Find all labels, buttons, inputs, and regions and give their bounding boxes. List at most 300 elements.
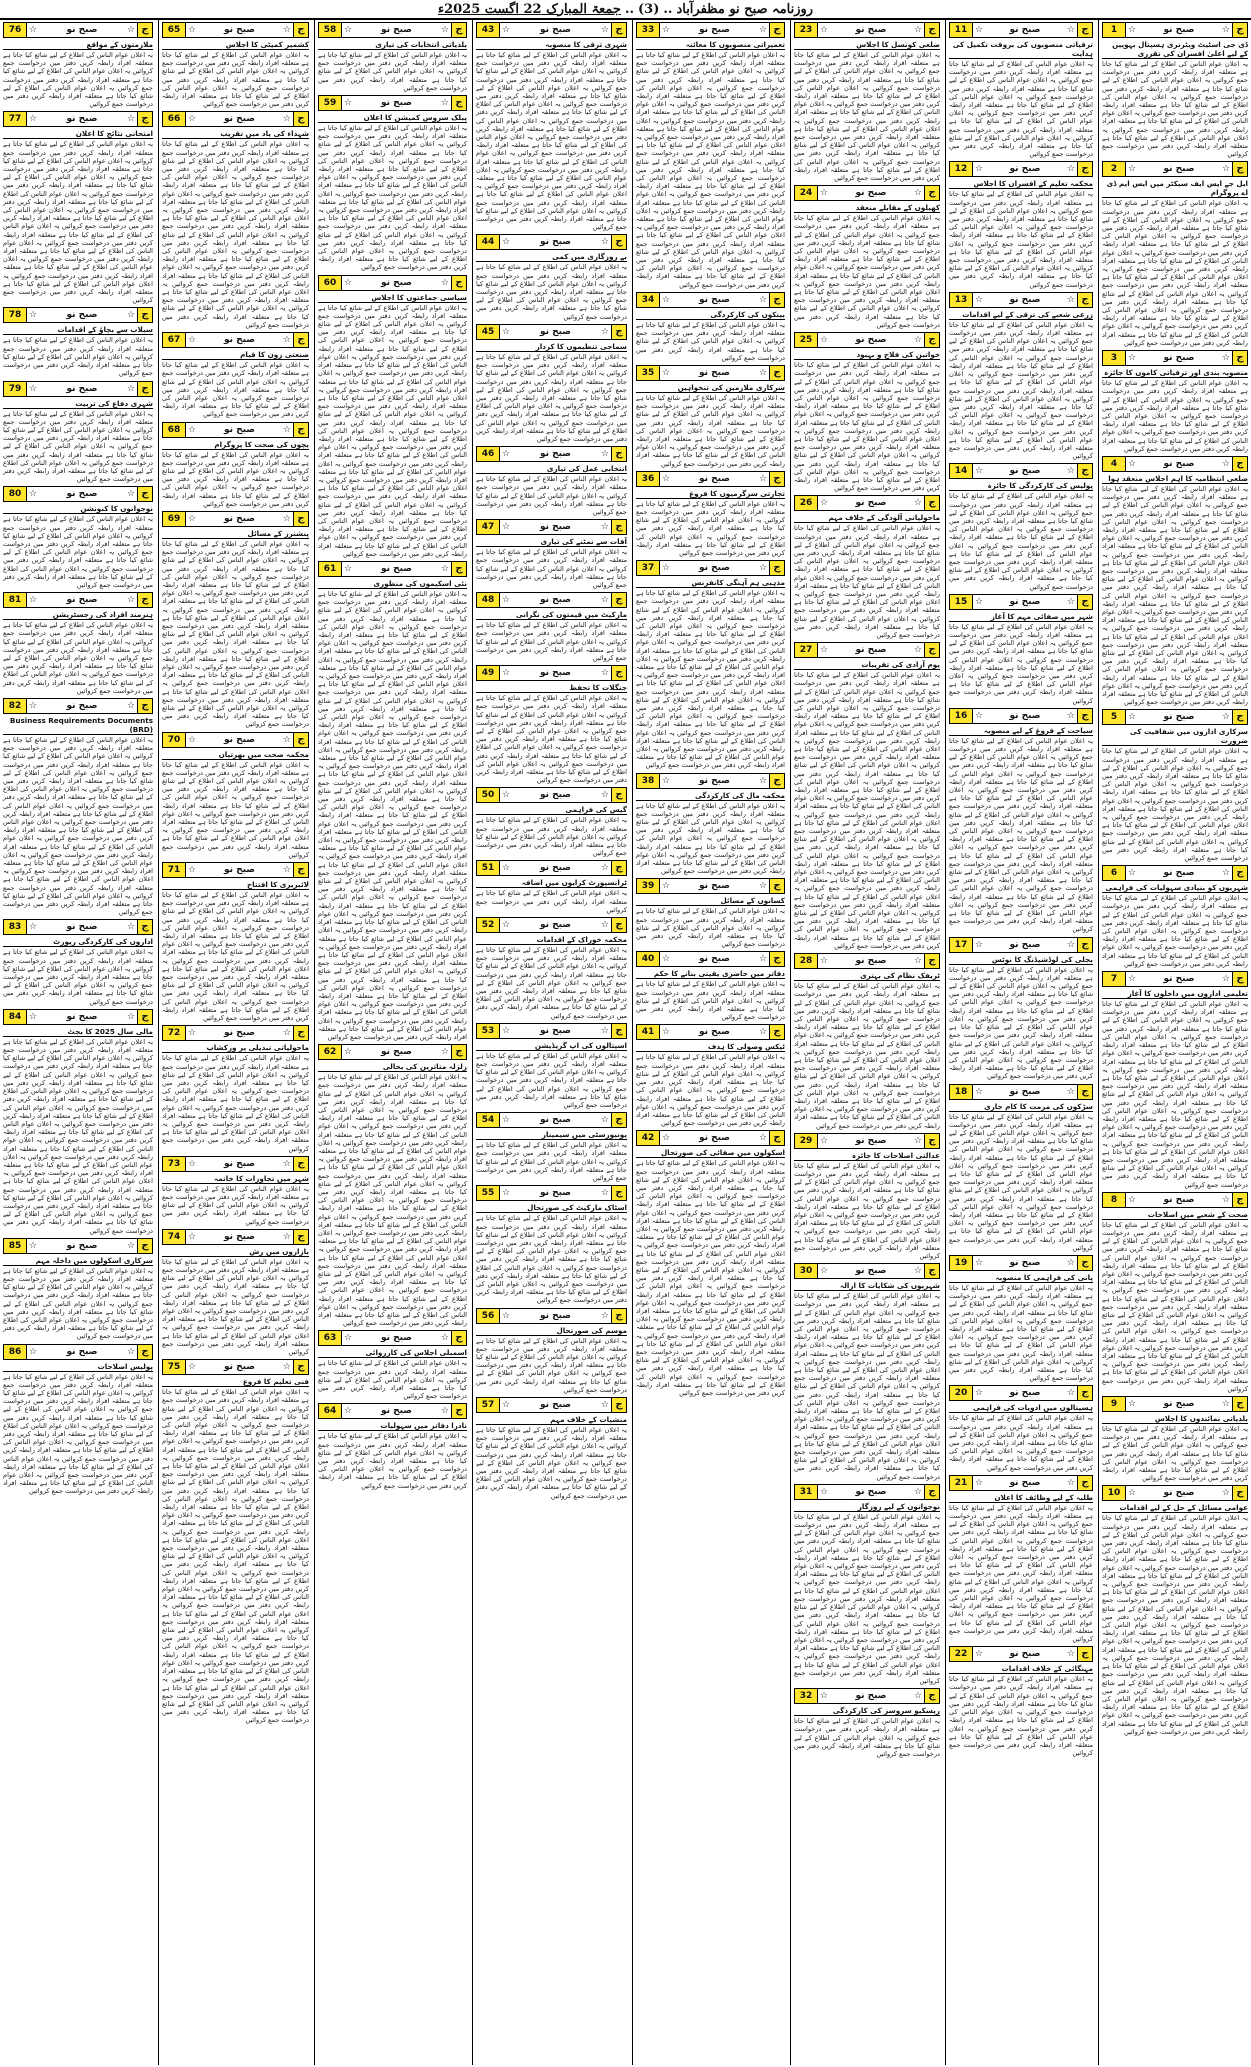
- notice-article: [318, 561, 467, 1041]
- notice-number: 43: [477, 23, 500, 37]
- notice-body: یہ اعلان عوام الناس کی اطلاع کے لیے شائع کیا جاتا ہے متعلقہ افراد رابطہ کریں دفتر میں درخواست جمع کروائیں یہ اعلان عوام الناس کی اطلاع کے لیے شائع کیا جاتا ہے متعلقہ افراد رابطہ کریں دفتر میں درخواست جمع کروائیں یہ اعلان عوام الناس کی اطلاع کے لیے شائع کیا جاتا ہے متعلقہ افراد رابطہ کریں دفتر میں درخواست جمع کروائیں یہ اعلان عوام الناس کی اطلاع کے لیے شائع کیا جاتا ہے متعلقہ افراد رابطہ کریں دفتر میں درخواست جمع کروائیں یہ اعلان عوام الناس کی اطلاع کے لیے شائع کیا جاتا ہے متعلقہ افراد رابطہ کریں دفتر میں درخواست جمع کروائیں یہ اعلان عوام الناس کی اطلاع کے لیے شائع کیا جاتا ہے متعلقہ افراد رابطہ کریں دفتر میں درخواست جمع کروائیں یہ اعلان عوام الناس کی اطلاع کے لیے شائع کیا جاتا ہے متعلقہ افراد رابطہ کریں دفتر میں درخواست جمع کروائیں یہ اعلان عوام الناس کی اطلاع کے لیے شائع کیا جاتا ہے متعلقہ افراد رابطہ کریں دفتر میں درخواست جمع کروائیں یہ اعلان عوام الناس کی اطلاع کے لیے شائع کیا جاتا ہے متعلقہ افراد رابطہ کریں دفتر میں درخواست جمع کروائیں یہ اعلان عوام الناس کی اطلاع کے لیے شائع کیا جاتا ہے متعلقہ افراد رابطہ کریں دفتر میں درخواست جمع کروائیں یہ اعلان عوام الناس کی اطلاع کے لیے شائع کیا جاتا ہے متعلقہ افراد رابطہ کریں دفتر میں درخواست جمع کروائیں یہ اعلان عوام الناس کی اطلاع کے لیے شائع کیا جاتا ہے متعلقہ افراد رابطہ کریں دفتر میں درخواست جمع کروائیں یہ اعلان عوام الناس کی اطلاع کے لیے شائع کیا جاتا ہے متعلقہ افراد رابطہ کریں دفتر میں درخواست جمع کروائیں یہ اعلان عوام الناس کی اطلاع کے لیے شائع کیا جاتا ہے متعلقہ افراد رابطہ کریں دفتر میں درخواست جمع کروائیں: [318, 1073, 467, 1328]
- notice-headline: پولیس اصلاحات: [3, 1362, 153, 1372]
- star-icon: ☆: [282, 865, 291, 876]
- notice-banner: [636, 773, 785, 789]
- banner-label: صبح نو: [66, 489, 98, 500]
- notice-headline: تعلیمی اداروں میں داخلوں کا آغاز: [1102, 989, 1248, 999]
- notice-banner: [162, 332, 309, 348]
- star-icon: ☆: [502, 668, 511, 679]
- star-icon: ☆: [502, 1115, 511, 1126]
- notice-number: 40: [637, 952, 660, 966]
- page-column: [158, 20, 312, 2065]
- banner-tag: ج: [293, 1157, 308, 1171]
- notice-headline: طلبہ کے لیے وظائف کا اعلان: [949, 1493, 1093, 1503]
- notice-body: یہ اعلان عوام الناس کی اطلاع کے لیے شائع کیا جاتا ہے متعلقہ افراد رابطہ کریں دفتر میں درخواست جمع کروائیں یہ اعلان عوام الناس کی اطلاع کے لیے شائع کیا جاتا ہے متعلقہ افراد رابطہ کریں دفتر میں درخواست جمع کروائیں یہ اعلان عوام الناس کی اطلاع کے لیے شائع کیا جاتا ہے متعلقہ افراد رابطہ کریں دفتر میں درخواست جمع کروائیں یہ اعلان عوام الناس کی اطلاع کے لیے شائع کیا جاتا ہے متعلقہ افراد رابطہ کریں دفتر میں درخواست جمع کروائیں یہ اعلان عوام الناس کی اطلاع کے لیے شائع کیا جاتا ہے متعلقہ افراد رابطہ کریں دفتر میں درخواست جمع کروائیں: [476, 694, 627, 785]
- page-column: [314, 20, 470, 2065]
- banner-label: صبح نو: [1009, 164, 1041, 175]
- notice-number: 42: [637, 1131, 660, 1145]
- star-icon: ☆: [1066, 466, 1075, 477]
- banner-label: صبح نو: [855, 25, 887, 35]
- banner-label: صبح نو: [380, 25, 412, 35]
- notice-number: 5: [1103, 710, 1126, 724]
- notice-body: یہ اعلان عوام الناس کی اطلاع کے لیے شائع کیا جاتا ہے متعلقہ افراد رابطہ کریں دفتر میں درخواست جمع کروائیں یہ اعلان عوام الناس کی اطلاع کے لیے شائع کیا جاتا ہے متعلقہ افراد رابطہ کریں دفتر میں درخواست جمع کروائیں یہ اعلان عوام الناس کی اطلاع کے لیے شائع کیا جاتا ہے متعلقہ افراد رابطہ کریں دفتر میں درخواست جمع کروائیں یہ اعلان عوام الناس کی اطلاع کے لیے شائع کیا جاتا ہے متعلقہ افراد رابطہ کریں دفتر میں درخواست جمع کروائیں یہ اعلان عوام الناس کی اطلاع کے لیے شائع کیا جاتا ہے متعلقہ افراد رابطہ کریں دفتر میں درخواست جمع کروائیں یہ اعلان عوام الناس کی اطلاع کے لیے شائع کیا جاتا ہے متعلقہ افراد رابطہ کریں دفتر میں درخواست جمع کروائیں یہ اعلان عوام الناس کی اطلاع کے لیے شائع کیا جاتا ہے متعلقہ افراد رابطہ کریں دفتر میں درخواست جمع کروائیں یہ اعلان عوام الناس کی اطلاع کے لیے شائع کیا جاتا ہے متعلقہ افراد رابطہ کریں دفتر میں درخواست جمع کروائیں یہ اعلان عوام الناس کی اطلاع کے لیے شائع کیا جاتا ہے متعلقہ افراد رابطہ کریں دفتر میں درخواست جمع کروائیں: [3, 140, 153, 305]
- notice-number: 35: [637, 366, 660, 380]
- notice-article: [636, 878, 785, 948]
- banner-label: صبح نو: [855, 498, 887, 509]
- banner-tag: ج: [1077, 1085, 1092, 1099]
- star-icon: ☆: [975, 1649, 984, 1660]
- page-column: [790, 20, 943, 2065]
- banner-label: صبح نو: [380, 98, 412, 109]
- banner-label: صبح نو: [1009, 1649, 1041, 1660]
- notice-headline: محکمہ تعلیم کے افسران کا اجلاس: [949, 179, 1093, 189]
- notice-headline: مالی سال 2025 کا بجٹ: [3, 1027, 153, 1037]
- notice-headline: اسٹاک مارکیٹ کی صورتحال: [476, 1203, 627, 1213]
- masthead-separator: ..: [663, 1, 673, 17]
- banner-label: صبح نو: [1163, 25, 1195, 35]
- star-icon: ☆: [975, 164, 984, 175]
- notice-article: [949, 937, 1093, 1081]
- star-icon: ☆: [1128, 458, 1137, 469]
- notice-article: [162, 22, 309, 108]
- notice-headline: بلدیاتی نمائندوں کا اجلاس: [1102, 1414, 1248, 1424]
- notice-body: یہ اعلان عوام الناس کی اطلاع کے لیے شائع کیا جاتا ہے متعلقہ افراد رابطہ کریں دفتر میں درخواست جمع کروائیں یہ اعلان عوام الناس کی اطلاع کے لیے شائع کیا جاتا ہے متعلقہ افراد رابطہ کریں دفتر میں درخواست جمع کروائیں یہ اعلان عوام الناس کی اطلاع کے لیے شائع کیا جاتا ہے متعلقہ افراد رابطہ کریں دفتر میں درخواست جمع کروائیں یہ اعلان عوام الناس کی اطلاع کے لیے شائع کیا جاتا ہے متعلقہ افراد رابطہ کریں دفتر میں درخواست جمع کروائیں یہ اعلان عوام الناس کی اطلاع کے لیے شائع کیا جاتا ہے متعلقہ افراد رابطہ کریں دفتر میں درخواست جمع کروائیں یہ اعلان عوام الناس کی اطلاع کے لیے شائع کیا جاتا ہے متعلقہ افراد رابطہ کریں دفتر میں درخواست جمع کروائیں یہ اعلان عوام الناس کی اطلاع کے لیے شائع کیا جاتا ہے متعلقہ افراد رابطہ کریں دفتر میں درخواست جمع کروائیں یہ اعلان عوام الناس کی اطلاع کے لیے شائع کیا جاتا ہے متعلقہ افراد رابطہ کریں دفتر میں درخواست جمع کروائیں یہ اعلان عوام الناس کی اطلاع کے لیے شائع کیا جاتا ہے متعلقہ افراد رابطہ کریں دفتر میں درخواست جمع کروائیں یہ اعلان عوام الناس کی اطلاع کے لیے شائع کیا جاتا ہے متعلقہ افراد رابطہ کریں دفتر میں درخواست جمع کروائیں: [636, 589, 785, 770]
- notice-article: [318, 95, 467, 272]
- notice-body: یہ اعلان عوام الناس کی اطلاع کے لیے شائع کیا جاتا ہے متعلقہ افراد رابطہ کریں دفتر میں درخواست جمع کروائیں یہ اعلان عوام الناس کی اطلاع کے لیے شائع کیا جاتا ہے متعلقہ افراد رابطہ کریں دفتر میں درخواست جمع کروائیں یہ اعلان عوام الناس کی اطلاع کے لیے شائع کیا جاتا ہے متعلقہ افراد رابطہ کریں دفتر میں درخواست جمع کروائیں یہ اعلان عوام الناس کی اطلاع کے لیے شائع کیا جاتا ہے متعلقہ افراد رابطہ کریں دفتر میں درخواست جمع کروائیں یہ اعلان عوام الناس کی اطلاع کے لیے شائع کیا جاتا ہے متعلقہ افراد رابطہ کریں دفتر میں درخواست جمع کروائیں یہ اعلان عوام الناس کی اطلاع کے لیے شائع کیا جاتا ہے متعلقہ افراد رابطہ کریں دفتر میں درخواست جمع کروائیں یہ اعلان عوام الناس کی اطلاع کے لیے شائع کیا جاتا ہے متعلقہ افراد رابطہ کریں دفتر میں درخواست جمع کروائیں یہ اعلان عوام الناس کی اطلاع کے لیے شائع کیا جاتا ہے متعلقہ افراد رابطہ کریں دفتر میں درخواست جمع کروائیں یہ اعلان عوام الناس کی اطلاع کے لیے شائع کیا جاتا ہے متعلقہ افراد رابطہ کریں دفتر میں درخواست جمع کروائیں یہ اعلان عوام الناس کی اطلاع کے لیے شائع کیا جاتا ہے متعلقہ افراد رابطہ کریں دفتر میں درخواست جمع کروائیں: [3, 735, 153, 917]
- notice-number: 63: [319, 1331, 342, 1345]
- star-icon: ☆: [600, 863, 609, 874]
- notice-body: یہ اعلان عوام الناس کی اطلاع کے لیے شائع کیا جاتا ہے متعلقہ افراد رابطہ کریں دفتر میں درخواست جمع کروائیں یہ اعلان عوام الناس کی اطلاع کے لیے شائع کیا جاتا ہے متعلقہ افراد رابطہ کریں دفتر میں درخواست جمع کروائیں یہ اعلان عوام الناس کی اطلاع کے لیے شائع کیا جاتا ہے متعلقہ افراد رابطہ کریں دفتر میں درخواست جمع کروائیں یہ اعلان عوام الناس کی اطلاع کے لیے شائع کیا جاتا ہے متعلقہ افراد رابطہ کریں دفتر میں درخواست جمع کروائیں یہ اعلان عوام الناس کی اطلاع کے لیے شائع کیا جاتا ہے متعلقہ افراد رابطہ کریں دفتر میں درخواست جمع کروائیں یہ اعلان عوام الناس کی اطلاع کے لیے شائع کیا جاتا ہے متعلقہ افراد رابطہ کریں دفتر میں درخواست جمع کروائیں: [1102, 747, 1248, 863]
- notice-number: 70: [163, 733, 186, 747]
- star-icon: ☆: [758, 294, 767, 305]
- notice-number: 61: [319, 562, 342, 576]
- banner-tag: ج: [924, 1485, 939, 1499]
- notice-article: [476, 1023, 627, 1109]
- notice-number: 27: [795, 643, 818, 657]
- banner-label: صبح نو: [66, 25, 98, 35]
- banner-label: صبح نو: [66, 700, 98, 711]
- notice-article: [476, 1112, 627, 1182]
- notice-article: [162, 332, 309, 418]
- star-icon: ☆: [1221, 164, 1230, 175]
- notice-headline: منشیات کے خلاف مہم: [476, 1415, 627, 1425]
- banner-label: صبح نو: [1163, 1194, 1195, 1205]
- notice-banner: [949, 594, 1093, 610]
- banner-tag: ج: [1232, 972, 1247, 986]
- notice-body: یہ اعلان عوام الناس کی اطلاع کے لیے شائع کیا جاتا ہے متعلقہ افراد رابطہ کریں دفتر میں درخواست جمع کروائیں: [476, 889, 627, 914]
- banner-tag: ج: [293, 423, 308, 437]
- notice-article: [3, 1009, 153, 1235]
- notice-body: یہ اعلان عوام الناس کی اطلاع کے لیے شائع کیا جاتا ہے متعلقہ افراد رابطہ کریں دفتر میں درخواست جمع کروائیں یہ اعلان عوام الناس کی اطلاع کے لیے شائع کیا جاتا ہے متعلقہ افراد رابطہ کریں دفتر میں درخواست جمع کروائیں یہ اعلان عوام الناس کی اطلاع کے لیے شائع کیا جاتا ہے متعلقہ افراد رابطہ کریں دفتر میں درخواست جمع کروائیں یہ اعلان عوام الناس کی اطلاع کے لیے شائع کیا جاتا ہے متعلقہ افراد رابطہ کریں دفتر میں درخواست جمع کروائیں: [636, 393, 785, 468]
- notice-body: یہ اعلان عوام الناس کی اطلاع کے لیے شائع کیا جاتا ہے متعلقہ افراد رابطہ کریں دفتر میں درخواست جمع کروائیں یہ اعلان عوام الناس کی اطلاع کے لیے شائع کیا جاتا ہے متعلقہ افراد رابطہ کریں دفتر میں درخواست جمع کروائیں یہ اعلان عوام الناس کی اطلاع کے لیے شائع کیا جاتا ہے متعلقہ افراد رابطہ کریں دفتر میں درخواست جمع کروائیں یہ اعلان عوام الناس کی اطلاع کے لیے شائع کیا جاتا ہے متعلقہ افراد رابطہ کریں دفتر میں درخواست جمع کروائیں: [949, 1675, 1093, 1758]
- notice-banner: [162, 1359, 309, 1375]
- notice-article: [476, 324, 627, 443]
- notice-number: 45: [477, 325, 500, 339]
- banner-tag: ج: [293, 112, 308, 126]
- star-icon: ☆: [975, 596, 984, 607]
- notice-banner: [794, 953, 940, 969]
- notice-article: [476, 1185, 627, 1304]
- banner-label: صبح نو: [380, 563, 412, 574]
- notice-banner: [162, 732, 309, 748]
- banner-label: صبح نو: [66, 1346, 98, 1357]
- notice-number: 12: [950, 162, 973, 176]
- notice-number: 4: [1103, 457, 1126, 471]
- notice-body: یہ اعلان عوام الناس کی اطلاع کے لیے شائع کیا جاتا ہے متعلقہ افراد رابطہ کریں دفتر میں درخواست جمع کروائیں یہ اعلان عوام الناس کی اطلاع کے لیے شائع کیا جاتا ہے متعلقہ افراد رابطہ کریں دفتر میں درخواست جمع کروائیں یہ اعلان عوام الناس کی اطلاع کے لیے شائع کیا جاتا ہے متعلقہ افراد رابطہ کریں دفتر میں درخواست جمع کروائیں: [162, 450, 309, 508]
- banner-label: صبح نو: [66, 114, 98, 125]
- star-icon: ☆: [975, 1257, 984, 1268]
- banner-tag: ج: [611, 235, 626, 249]
- banner-tag: ج: [137, 1010, 152, 1024]
- star-icon: ☆: [1066, 1649, 1075, 1660]
- notice-number: 25: [795, 333, 818, 347]
- banner-label: صبح نو: [223, 25, 255, 35]
- notice-banner: [1102, 22, 1248, 38]
- notice-body: یہ اعلان عوام الناس کی اطلاع کے لیے شائع کیا جاتا ہے متعلقہ افراد رابطہ کریں دفتر میں درخواست جمع کروائیں یہ اعلان عوام الناس کی اطلاع کے لیے شائع کیا جاتا ہے متعلقہ افراد رابطہ کریں دفتر میں درخواست جمع کروائیں: [636, 320, 785, 362]
- star-icon: ☆: [29, 1346, 38, 1357]
- banner-label: صبح نو: [855, 1691, 887, 1702]
- notice-banner: [794, 495, 940, 511]
- notice-headline: زرعی شعبے کی ترقی کے لیے اقدامات: [949, 310, 1093, 320]
- star-icon: ☆: [1128, 974, 1137, 985]
- notice-banner: [318, 561, 467, 577]
- banner-tag: ج: [1232, 23, 1247, 37]
- banner-tag: ج: [137, 1239, 152, 1253]
- star-icon: ☆: [758, 473, 767, 484]
- notice-article: [3, 1238, 153, 1341]
- notice-number: 34: [637, 293, 660, 307]
- star-icon: ☆: [1066, 1388, 1075, 1399]
- star-icon: ☆: [29, 310, 38, 321]
- notice-headline: عوامی مسائل کے حل کے لیے اقدامات: [1102, 1503, 1248, 1513]
- star-icon: ☆: [282, 25, 291, 35]
- notice-article: [636, 773, 785, 876]
- notice-article: [1102, 161, 1248, 347]
- banner-label: صبح نو: [539, 790, 571, 801]
- notice-banner: [636, 951, 785, 967]
- banner-label: صبح نو: [855, 1266, 887, 1277]
- star-icon: ☆: [502, 863, 511, 874]
- notice-headline: محکمہ مال کی کارکردگی: [636, 791, 785, 801]
- notice-number: 41: [637, 1025, 660, 1039]
- notice-number: 1: [1103, 23, 1126, 37]
- notice-body: یہ اعلان عوام الناس کی اطلاع کے لیے شائع کیا جاتا ہے متعلقہ افراد رابطہ کریں دفتر میں درخواست جمع کروائیں یہ اعلان عوام الناس کی اطلاع کے لیے شائع کیا جاتا ہے متعلقہ افراد رابطہ کریں دفتر میں درخواست جمع کروائیں یہ اعلان عوام الناس کی اطلاع کے لیے شائع کیا جاتا ہے متعلقہ افراد رابطہ کریں دفتر میں درخواست جمع کروائیں یہ اعلان عوام الناس کی اطلاع کے لیے شائع کیا جاتا ہے متعلقہ افراد رابطہ کریں دفتر میں درخواست جمع کروائیں یہ اعلان عوام الناس کی اطلاع کے لیے شائع کیا جاتا ہے متعلقہ افراد رابطہ کریں دفتر میں درخواست جمع کروائیں یہ اعلان عوام الناس کی اطلاع کے لیے شائع کیا جاتا ہے متعلقہ افراد رابطہ کریں دفتر میں درخواست جمع کروائیں یہ اعلان عوام الناس کی اطلاع کے لیے شائع کیا جاتا ہے متعلقہ افراد رابطہ کریں دفتر میں درخواست جمع کروائیں: [949, 1503, 1093, 1644]
- notice-number: 7: [1103, 972, 1126, 986]
- banner-label: صبح نو: [1009, 1086, 1041, 1097]
- star-icon: ☆: [600, 1188, 609, 1199]
- banner-label: صبح نو: [698, 1027, 730, 1038]
- notice-body: یہ اعلان عوام الناس کی اطلاع کے لیے شائع کیا جاتا ہے متعلقہ افراد رابطہ کریں دفتر میں درخواست جمع کروائیں یہ اعلان عوام الناس کی اطلاع کے لیے شائع کیا جاتا ہے متعلقہ افراد رابطہ کریں دفتر میں درخواست جمع کروائیں یہ اعلان عوام الناس کی اطلاع کے لیے شائع کیا جاتا ہے متعلقہ افراد رابطہ کریں دفتر میں درخواست جمع کروائیں یہ اعلان عوام الناس کی اطلاع کے لیے شائع کیا جاتا ہے متعلقہ افراد رابطہ کریں دفتر میں درخواست جمع کروائیں یہ اعلان عوام الناس کی اطلاع کے لیے شائع کیا جاتا ہے متعلقہ افراد رابطہ کریں دفتر میں درخواست جمع کروائیں یہ اعلان عوام الناس کی اطلاع کے لیے شائع کیا جاتا ہے متعلقہ افراد رابطہ کریں دفتر میں درخواست جمع کروائیں یہ اعلان عوام الناس کی اطلاع کے لیے شائع کیا جاتا ہے متعلقہ افراد رابطہ کریں دفتر میں درخواست جمع کروائیں یہ اعلان عوام الناس کی اطلاع کے لیے شائع کیا جاتا ہے متعلقہ افراد رابطہ کریں دفتر میں درخواست جمع کروائیں: [1102, 199, 1248, 347]
- banner-tag: ج: [769, 23, 784, 37]
- newspaper-title: روزنامہ صبح نو مظفرآباد: [676, 1, 814, 17]
- banner-tag: ج: [611, 861, 626, 875]
- notice-article: [949, 161, 1093, 288]
- star-icon: ☆: [1221, 353, 1230, 364]
- notice-body: یہ اعلان عوام الناس کی اطلاع کے لیے شائع کیا جاتا ہے متعلقہ افراد رابطہ کریں دفتر میں درخواست جمع کروائیں یہ اعلان عوام الناس کی اطلاع کے لیے شائع کیا جاتا ہے متعلقہ افراد رابطہ کریں دفتر میں درخواست جمع کروائیں یہ اعلان عوام الناس کی اطلاع کے لیے شائع کیا جاتا ہے متعلقہ افراد رابطہ کریں دفتر میں درخواست جمع کروائیں یہ اعلان عوام الناس کی اطلاع کے لیے شائع کیا جاتا ہے متعلقہ افراد رابطہ کریں دفتر میں درخواست جمع کروائیں یہ اعلان عوام الناس کی اطلاع کے لیے شائع کیا جاتا ہے متعلقہ افراد رابطہ کریں دفتر میں درخواست جمع کروائیں یہ اعلان عوام الناس کی اطلاع کے لیے شائع کیا جاتا ہے متعلقہ افراد رابطہ کریں دفتر میں درخواست جمع کروائیں یہ اعلان عوام الناس کی اطلاع کے لیے شائع کیا جاتا ہے متعلقہ افراد رابطہ کریں دفتر میں درخواست جمع کروائیں یہ اعلان عوام الناس کی اطلاع کے لیے شائع کیا جاتا ہے متعلقہ افراد رابطہ کریں دفتر میں درخواست جمع کروائیں یہ اعلان عوام الناس کی اطلاع کے لیے شائع کیا جاتا ہے متعلقہ افراد رابطہ کریں دفتر میں درخواست جمع کروائیں یہ اعلان عوام الناس کی اطلاع کے لیے شائع کیا جاتا ہے متعلقہ افراد رابطہ کریں دفتر میں درخواست جمع کروائیں یہ اعلان عوام الناس کی اطلاع کے لیے شائع کیا جاتا ہے متعلقہ افراد رابطہ کریں دفتر میں درخواست جمع کروائیں یہ اعلان عوام الناس کی اطلاع کے لیے شائع کیا جاتا ہے متعلقہ افراد رابطہ کریں دفتر میں درخواست جمع کروائیں یہ اعلان عوام الناس کی اطلاع کے لیے شائع کیا جاتا ہے متعلقہ افراد رابطہ کریں دفتر میں درخواست جمع کروائیں یہ اعلان عوام الناس کی اطلاع کے لیے شائع کیا جاتا ہے متعلقہ افراد رابطہ کریں دفتر میں درخواست جمع کروائیں یہ اعلان عوام الناس کی اطلاع کے لیے شائع کیا جاتا ہے متعلقہ افراد رابطہ کریں دفتر میں درخواست جمع کروائیں یہ اعلان عوام الناس کی اطلاع کے لیے شائع کیا جاتا ہے متعلقہ افراد رابطہ کریں دفتر میں درخواست جمع کروائیں یہ اعلان عوام الناس کی اطلاع کے لیے شائع کیا جاتا ہے متعلقہ افراد رابطہ کریں دفتر میں درخواست جمع کروائیں یہ اعلان عوام الناس کی اطلاع کے لیے شائع کیا جاتا ہے متعلقہ افراد رابطہ کریں دفتر میں درخواست جمع کروائیں یہ اعلان عوام الناس کی اطلاع کے لیے شائع کیا جاتا ہے متعلقہ افراد رابطہ کریں دفتر میں درخواست جمع کروائیں یہ اعلان عوام الناس کی اطلاع کے لیے شائع کیا جاتا ہے متعلقہ افراد رابطہ کریں دفتر میں درخواست جمع کروائیں یہ اعلان عوام الناس کی اطلاع کے لیے شائع کیا جاتا ہے متعلقہ افراد رابطہ کریں دفتر میں درخواست جمع کروائیں یہ اعلان عوام الناس کی اطلاع کے لیے شائع کیا جاتا ہے متعلقہ افراد رابطہ کریں دفتر میں درخواست جمع کروائیں یہ اعلان عوام الناس کی اطلاع کے لیے شائع کیا جاتا ہے متعلقہ افراد رابطہ کریں دفتر میں درخواست جمع کروائیں یہ اعلان عوام الناس کی اطلاع کے لیے شائع کیا جاتا ہے متعلقہ افراد رابطہ کریں دفتر میں درخواست جمع کروائیں یہ اعلان عوام الناس کی اطلاع کے لیے شائع کیا جاتا ہے متعلقہ افراد رابطہ کریں دفتر میں درخواست جمع کروائیں: [318, 589, 467, 1041]
- notice-number: 39: [637, 879, 660, 893]
- star-icon: ☆: [344, 277, 353, 288]
- banner-label: صبح نو: [380, 1333, 412, 1344]
- star-icon: ☆: [440, 277, 449, 288]
- notice-headline: ٹرانسپورٹ کرایوں میں اضافہ: [476, 878, 627, 888]
- notice-article: [794, 332, 940, 492]
- banner-tag: ج: [451, 562, 466, 576]
- masthead: [0, 0, 1251, 20]
- notice-body: یہ اعلان عوام الناس کی اطلاع کے لیے شائع کیا جاتا ہے متعلقہ افراد رابطہ کریں دفتر میں درخواست جمع کروائیں یہ اعلان عوام الناس کی اطلاع کے لیے شائع کیا جاتا ہے متعلقہ افراد رابطہ کریں دفتر میں درخواست جمع کروائیں یہ اعلان عوام الناس کی اطلاع کے لیے شائع کیا جاتا ہے متعلقہ افراد رابطہ کریں دفتر میں درخواست جمع کروائیں یہ اعلان عوام الناس کی اطلاع کے لیے شائع کیا جاتا ہے متعلقہ افراد رابطہ کریں دفتر میں درخواست جمع کروائیں یہ اعلان عوام الناس کی اطلاع کے لیے شائع کیا جاتا ہے متعلقہ افراد رابطہ کریں دفتر میں درخواست جمع کروائیں یہ اعلان عوام الناس کی اطلاع کے لیے شائع کیا جاتا ہے متعلقہ افراد رابطہ کریں دفتر میں درخواست جمع کروائیں یہ اعلان عوام الناس کی اطلاع کے لیے شائع کیا جاتا ہے متعلقہ افراد رابطہ کریں دفتر میں درخواست جمع کروائیں یہ اعلان عوام الناس کی اطلاع کے لیے شائع کیا جاتا ہے متعلقہ افراد رابطہ کریں دفتر میں درخواست جمع کروائیں یہ اعلان عوام الناس کی اطلاع کے لیے شائع کیا جاتا ہے متعلقہ افراد رابطہ کریں دفتر میں درخواست جمع کروائیں یہ اعلان عوام الناس کی اطلاع کے لیے شائع کیا جاتا ہے متعلقہ افراد رابطہ کریں دفتر میں درخواست جمع کروائیں یہ اعلان عوام الناس کی اطلاع کے لیے شائع کیا جاتا ہے متعلقہ افراد رابطہ کریں دفتر میں درخواست جمع کروائیں یہ اعلان عوام الناس کی اطلاع کے لیے شائع کیا جاتا ہے متعلقہ افراد رابطہ کریں دفتر میں درخواست جمع کروائیں یہ اعلان عوام الناس کی اطلاع کے لیے شائع کیا جاتا ہے متعلقہ افراد رابطہ کریں دفتر میں درخواست جمع کروائیں یہ اعلان عوام الناس کی اطلاع کے لیے شائع کیا جاتا ہے متعلقہ افراد رابطہ کریں دفتر میں درخواست جمع کروائیں یہ اعلان عوام الناس کی اطلاع کے لیے شائع کیا جاتا ہے متعلقہ افراد رابطہ کریں دفتر میں درخواست جمع کروائیں: [794, 671, 940, 950]
- star-icon: ☆: [502, 1025, 511, 1036]
- star-icon: ☆: [188, 1231, 197, 1242]
- notice-banner: [1102, 161, 1248, 177]
- notice-body: یہ اعلان عوام الناس کی اطلاع کے لیے شائع کیا جاتا ہے متعلقہ افراد رابطہ کریں دفتر میں درخواست جمع کروائیں یہ اعلان عوام الناس کی اطلاع کے لیے شائع کیا جاتا ہے متعلقہ افراد رابطہ کریں دفتر میں درخواست جمع کروائیں: [162, 1184, 309, 1226]
- notice-number: 23: [795, 23, 818, 37]
- star-icon: ☆: [975, 1477, 984, 1488]
- banner-tag: ج: [451, 96, 466, 110]
- notice-number: 20: [950, 1386, 973, 1400]
- notice-article: [794, 1263, 940, 1481]
- notice-headline: زلزلہ متاثرین کی بحالی: [318, 1062, 467, 1072]
- banner-label: صبح نو: [1009, 596, 1041, 607]
- star-icon: ☆: [662, 1133, 671, 1144]
- notice-article: [636, 471, 785, 557]
- star-icon: ☆: [1221, 1399, 1230, 1410]
- notice-headline: ماحولیاتی تبدیلی پر ورکشاپ: [162, 1043, 309, 1053]
- notice-article: [1102, 456, 1248, 706]
- notice-banner: [162, 22, 309, 38]
- star-icon: ☆: [188, 1362, 197, 1373]
- notice-body: یہ اعلان عوام الناس کی اطلاع کے لیے شائع کیا جاتا ہے متعلقہ افراد رابطہ کریں دفتر میں درخواست جمع کروائیں یہ اعلان عوام الناس کی اطلاع کے لیے شائع کیا جاتا ہے متعلقہ افراد رابطہ کریں دفتر میں درخواست جمع کروائیں: [476, 475, 627, 516]
- notice-number: 72: [163, 1026, 186, 1040]
- banner-label: صبح نو: [539, 1115, 571, 1126]
- notice-banner: [794, 1688, 940, 1704]
- star-icon: ☆: [975, 1086, 984, 1097]
- notice-headline: نئی اسکیموں کی منظوری: [318, 579, 467, 589]
- star-icon: ☆: [820, 645, 829, 656]
- banner-tag: ج: [1077, 293, 1092, 307]
- banner-label: صبح نو: [66, 1240, 98, 1251]
- banner-label: صبح نو: [855, 1135, 887, 1146]
- notice-number: 14: [950, 464, 973, 478]
- banner-tag: ج: [611, 1113, 626, 1127]
- notice-banner: [1102, 1396, 1248, 1412]
- star-icon: ☆: [1128, 164, 1137, 175]
- notice-headline: دفاتر میں حاضری یقینی بنانے کا حکم: [636, 969, 785, 979]
- star-icon: ☆: [1221, 712, 1230, 723]
- notice-banner: [476, 1397, 627, 1413]
- star-icon: ☆: [188, 335, 197, 346]
- notice-number: 58: [319, 23, 342, 37]
- banner-tag: ج: [924, 954, 939, 968]
- notice-headline: بے روزگاری میں کمی: [476, 252, 627, 262]
- notice-headline: شہری ترقی کا منصوبہ: [476, 40, 627, 50]
- banner-label: صبح نو: [1009, 294, 1041, 305]
- star-icon: ☆: [29, 922, 38, 933]
- notice-article: [3, 381, 153, 484]
- banner-label: صبح نو: [1163, 458, 1195, 469]
- star-icon: ☆: [502, 25, 511, 35]
- notice-banner: [476, 22, 627, 38]
- notice-article: [949, 1084, 1093, 1252]
- star-icon: ☆: [188, 424, 197, 435]
- banner-tag: ج: [451, 1045, 466, 1059]
- banner-tag: ج: [137, 308, 152, 322]
- notice-body: یہ اعلان عوام الناس کی اطلاع کے لیے شائع کیا جاتا ہے متعلقہ افراد رابطہ کریں دفتر میں درخواست جمع کروائیں یہ اعلان عوام الناس کی اطلاع کے لیے شائع کیا جاتا ہے متعلقہ افراد رابطہ کریں دفتر میں درخواست جمع کروائیں یہ اعلان عوام الناس کی اطلاع کے لیے شائع کیا جاتا ہے متعلقہ افراد رابطہ کریں دفتر میں درخواست جمع کروائیں یہ اعلان عوام الناس کی اطلاع کے لیے شائع کیا جاتا ہے متعلقہ افراد رابطہ کریں دفتر میں درخواست جمع کروائیں یہ اعلان عوام الناس کی اطلاع کے لیے شائع کیا جاتا ہے متعلقہ افراد رابطہ کریں دفتر میں درخواست جمع کروائیں: [949, 190, 1093, 289]
- banner-label: صبح نو: [380, 1406, 412, 1417]
- notice-body: یہ اعلان عوام الناس کی اطلاع کے لیے شائع کیا جاتا ہے متعلقہ افراد رابطہ کریں دفتر میں درخواست جمع کروائیں یہ اعلان عوام الناس کی اطلاع کے لیے شائع کیا جاتا ہے متعلقہ افراد رابطہ کریں دفتر میں درخواست جمع کروائیں یہ اعلان عوام الناس کی اطلاع کے لیے شائع کیا جاتا ہے متعلقہ افراد رابطہ کریں دفتر میں درخواست جمع کروائیں یہ اعلان عوام الناس کی اطلاع کے لیے شائع کیا جاتا ہے متعلقہ افراد رابطہ کریں دفتر میں درخواست جمع کروائیں: [3, 1266, 153, 1341]
- banner-tag: ج: [769, 472, 784, 486]
- star-icon: ☆: [440, 98, 449, 109]
- notice-banner: [3, 592, 153, 608]
- banner-tag: ج: [137, 699, 152, 713]
- notice-banner: [1102, 971, 1248, 987]
- notice-number: 8: [1103, 1193, 1126, 1207]
- page-number: (3): [638, 1, 660, 17]
- star-icon: ☆: [975, 294, 984, 305]
- notice-banner: [949, 22, 1093, 38]
- notice-number: 76: [4, 23, 27, 37]
- banner-label: صبح نو: [698, 25, 730, 35]
- page-column: [632, 20, 788, 2065]
- star-icon: ☆: [282, 734, 291, 745]
- notice-body: یہ اعلان عوام الناس کی اطلاع کے لیے شائع کیا جاتا ہے متعلقہ افراد رابطہ کریں دفتر میں درخواست جمع کروائیں یہ اعلان عوام الناس کی اطلاع کے لیے شائع کیا جاتا ہے متعلقہ افراد رابطہ کریں دفتر میں درخواست جمع کروائیں: [636, 907, 785, 949]
- notice-body: یہ اعلان عوام الناس کی اطلاع کے لیے شائع کیا جاتا ہے متعلقہ افراد رابطہ کریں دفتر میں درخواست جمع کروائیں یہ اعلان عوام الناس کی اطلاع کے لیے شائع کیا جاتا ہے متعلقہ افراد رابطہ کریں دفتر میں درخواست جمع کروائیں یہ اعلان عوام الناس کی اطلاع کے لیے شائع کیا جاتا ہے متعلقہ افراد رابطہ کریں دفتر میں درخواست جمع کروائیں یہ اعلان عوام الناس کی اطلاع کے لیے شائع کیا جاتا ہے متعلقہ افراد رابطہ کریں دفتر میں درخواست جمع کروائیں یہ اعلان عوام الناس کی اطلاع کے لیے شائع کیا جاتا ہے متعلقہ افراد رابطہ کریں دفتر میں درخواست جمع کروائیں یہ اعلان عوام الناس کی اطلاع کے لیے شائع کیا جاتا ہے متعلقہ افراد رابطہ کریں دفتر میں درخواست جمع کروائیں یہ اعلان عوام الناس کی اطلاع کے لیے شائع کیا جاتا ہے متعلقہ افراد رابطہ کریں دفتر میں درخواست جمع کروائیں یہ اعلان عوام الناس کی اطلاع کے لیے شائع کیا جاتا ہے متعلقہ افراد رابطہ کریں دفتر میں درخواست جمع کروائیں یہ اعلان عوام الناس کی اطلاع کے لیے شائع کیا جاتا ہے متعلقہ افراد رابطہ کریں دفتر میں درخواست جمع کروائیں: [794, 1512, 940, 1685]
- banner-tag: ج: [137, 382, 152, 396]
- notice-body: یہ اعلان عوام الناس کی اطلاع کے لیے شائع کیا جاتا ہے متعلقہ افراد رابطہ کریں دفتر میں درخواست جمع کروائیں یہ اعلان عوام الناس کی اطلاع کے لیے شائع کیا جاتا ہے متعلقہ افراد رابطہ کریں دفتر میں درخواست جمع کروائیں یہ اعلان عوام الناس کی اطلاع کے لیے شائع کیا جاتا ہے متعلقہ افراد رابطہ کریں دفتر میں درخواست جمع کروائیں یہ اعلان عوام الناس کی اطلاع کے لیے شائع کیا جاتا ہے متعلقہ افراد رابطہ کریں دفتر میں درخواست جمع کروائیں یہ اعلان عوام الناس کی اطلاع کے لیے شائع کیا جاتا ہے متعلقہ افراد رابطہ کریں دفتر میں درخواست جمع کروائیں: [162, 760, 309, 859]
- star-icon: ☆: [29, 489, 38, 500]
- notice-banner: [3, 111, 153, 127]
- notice-article: [318, 1403, 467, 1489]
- notice-body: یہ اعلان عوام الناس کی اطلاع کے لیے شائع کیا جاتا ہے متعلقہ افراد رابطہ کریں دفتر میں درخواست جمع کروائیں یہ اعلان عوام الناس کی اطلاع کے لیے شائع کیا جاتا ہے متعلقہ افراد رابطہ کریں دفتر میں درخواست جمع کروائیں یہ اعلان عوام الناس کی اطلاع کے لیے شائع کیا جاتا ہے متعلقہ افراد رابطہ کریں دفتر میں درخواست جمع کروائیں یہ اعلان عوام الناس کی اطلاع کے لیے شائع کیا جاتا ہے متعلقہ افراد رابطہ کریں دفتر میں درخواست جمع کروائیں یہ اعلان عوام الناس کی اطلاع کے لیے شائع کیا جاتا ہے متعلقہ افراد رابطہ کریں دفتر میں درخواست جمع کروائیں: [162, 1054, 309, 1153]
- banner-tag: ج: [924, 186, 939, 200]
- notice-article: [794, 495, 940, 639]
- notice-number: 33: [637, 23, 660, 37]
- notice-article: [162, 422, 309, 508]
- notice-number: 74: [163, 1230, 186, 1244]
- banner-label: صبح نو: [698, 294, 730, 305]
- notice-banner: [794, 1133, 940, 1149]
- notice-number: 6: [1103, 866, 1126, 880]
- notice-headline: ٹیکس وصولی کا ہدف: [636, 1042, 785, 1052]
- notice-body: یہ اعلان عوام الناس کی اطلاع کے لیے شائع کیا جاتا ہے متعلقہ افراد رابطہ کریں دفتر میں درخواست جمع کروائیں یہ اعلان عوام الناس کی اطلاع کے لیے شائع کیا جاتا ہے متعلقہ افراد رابطہ کریں دفتر میں درخواست جمع کروائیں یہ اعلان عوام الناس کی اطلاع کے لیے شائع کیا جاتا ہے متعلقہ افراد رابطہ کریں دفتر میں درخواست جمع کروائیں یہ اعلان عوام الناس کی اطلاع کے لیے شائع کیا جاتا ہے متعلقہ افراد رابطہ کریں دفتر میں درخواست جمع کروائیں: [476, 946, 627, 1020]
- star-icon: ☆: [913, 1486, 922, 1497]
- star-icon: ☆: [188, 513, 197, 524]
- banner-label: صبح نو: [1163, 1399, 1195, 1410]
- notice-article: [794, 1688, 940, 1758]
- star-icon: ☆: [758, 563, 767, 574]
- notice-body: یہ اعلان عوام الناس کی اطلاع کے لیے شائع کیا جاتا ہے متعلقہ افراد رابطہ کریں دفتر میں درخواست جمع کروائیں یہ اعلان عوام الناس کی اطلاع کے لیے شائع کیا جاتا ہے متعلقہ افراد رابطہ کریں دفتر میں درخواست جمع کروائیں یہ اعلان عوام الناس کی اطلاع کے لیے شائع کیا جاتا ہے متعلقہ افراد رابطہ کریں دفتر میں درخواست جمع کروائیں: [3, 948, 153, 1006]
- notice-body: یہ اعلان عوام الناس کی اطلاع کے لیے شائع کیا جاتا ہے متعلقہ افراد رابطہ کریں دفتر میں درخواست جمع کروائیں یہ اعلان عوام الناس کی اطلاع کے لیے شائع کیا جاتا ہے متعلقہ افراد رابطہ کریں دفتر میں درخواست جمع کروائیں یہ اعلان عوام الناس کی اطلاع کے لیے شائع کیا جاتا ہے متعلقہ افراد رابطہ کریں دفتر میں درخواست جمع کروائیں یہ اعلان عوام الناس کی اطلاع کے لیے شائع کیا جاتا ہے متعلقہ افراد رابطہ کریں دفتر میں درخواست جمع کروائیں یہ اعلان عوام الناس کی اطلاع کے لیے شائع کیا جاتا ہے متعلقہ افراد رابطہ کریں دفتر میں درخواست جمع کروائیں: [1102, 60, 1248, 159]
- banner-tag: ج: [293, 23, 308, 37]
- star-icon: ☆: [188, 1028, 197, 1039]
- star-icon: ☆: [344, 1047, 353, 1058]
- notice-banner: [636, 1130, 785, 1146]
- notice-number: 10: [1103, 1486, 1126, 1500]
- banner-label: صبح نو: [66, 922, 98, 933]
- notice-headline: لائبریری کا افتتاح: [162, 880, 309, 890]
- notice-body: یہ اعلان عوام الناس کی اطلاع کے لیے شائع کیا جاتا ہے متعلقہ افراد رابطہ کریں دفتر میں درخواست جمع کروائیں یہ اعلان عوام الناس کی اطلاع کے لیے شائع کیا جاتا ہے متعلقہ افراد رابطہ کریں دفتر میں درخواست جمع کروائیں یہ اعلان عوام الناس کی اطلاع کے لیے شائع کیا جاتا ہے متعلقہ افراد رابطہ کریں دفتر میں درخواست جمع کروائیں یہ اعلان عوام الناس کی اطلاع کے لیے شائع کیا جاتا ہے متعلقہ افراد رابطہ کریں دفتر میں درخواست جمع کروائیں یہ اعلان عوام الناس کی اطلاع کے لیے شائع کیا جاتا ہے متعلقہ افراد رابطہ کریں دفتر میں درخواست جمع کروائیں: [949, 60, 1093, 159]
- banner-tag: ج: [293, 1026, 308, 1040]
- notice-banner: [476, 860, 627, 876]
- notice-banner: [794, 1263, 940, 1279]
- notice-headline: اداروں کی کارکردگی رپورٹ: [3, 937, 153, 947]
- notice-headline: محکمہ صحت میں بھرتیاں: [162, 750, 309, 760]
- star-icon: ☆: [344, 1333, 353, 1344]
- notice-banner: [162, 422, 309, 438]
- banner-label: صبح نو: [223, 513, 255, 524]
- notice-banner: [162, 111, 309, 127]
- star-icon: ☆: [820, 1266, 829, 1277]
- star-icon: ☆: [820, 1486, 829, 1497]
- notice-number: 71: [163, 863, 186, 877]
- notice-article: [3, 592, 153, 695]
- notice-body: یہ اعلان عوام الناس کی اطلاع کے لیے شائع کیا جاتا ہے متعلقہ افراد رابطہ کریں دفتر میں درخواست جمع کروائیں یہ اعلان عوام الناس کی اطلاع کے لیے شائع کیا جاتا ہے متعلقہ افراد رابطہ کریں دفتر میں درخواست جمع کروائیں یہ اعلان عوام الناس کی اطلاع کے لیے شائع کیا جاتا ہے متعلقہ افراد رابطہ کریں دفتر میں درخواست جمع کروائیں: [476, 1051, 627, 1110]
- notice-number: 21: [950, 1476, 973, 1490]
- notice-headline: منصوبہ بندی اور ترقیاتی کاموں کا جائزہ: [1102, 368, 1248, 378]
- notice-body: یہ اعلان عوام الناس کی اطلاع کے لیے شائع کیا جاتا ہے متعلقہ افراد رابطہ کریں دفتر میں درخواست جمع کروائیں یہ اعلان عوام الناس کی اطلاع کے لیے شائع کیا جاتا ہے متعلقہ افراد رابطہ کریں دفتر میں درخواست جمع کروائیں یہ اعلان عوام الناس کی اطلاع کے لیے شائع کیا جاتا ہے متعلقہ افراد رابطہ کریں دفتر میں درخواست جمع کروائیں یہ اعلان عوام الناس کی اطلاع کے لیے شائع کیا جاتا ہے متعلقہ افراد رابطہ کریں دفتر میں درخواست جمع کروائیں یہ اعلان عوام الناس کی اطلاع کے لیے شائع کیا جاتا ہے متعلقہ افراد رابطہ کریں دفتر میں درخواست جمع کروائیں یہ اعلان عوام الناس کی اطلاع کے لیے شائع کیا جاتا ہے متعلقہ افراد رابطہ کریں دفتر میں درخواست جمع کروائیں یہ اعلان عوام الناس کی اطلاع کے لیے شائع کیا جاتا ہے متعلقہ افراد رابطہ کریں دفتر میں درخواست جمع کروائیں یہ اعلان عوام الناس کی اطلاع کے لیے شائع کیا جاتا ہے متعلقہ افراد رابطہ کریں دفتر میں درخواست جمع کروائیں یہ اعلان عوام الناس کی اطلاع کے لیے شائع کیا جاتا ہے متعلقہ افراد رابطہ کریں دفتر میں درخواست جمع کروائیں یہ اعلان عوام الناس کی اطلاع کے لیے شائع کیا جاتا ہے متعلقہ افراد رابطہ کریں دفتر میں درخواست جمع کروائیں یہ اعلان عوام الناس کی اطلاع کے لیے شائع کیا جاتا ہے متعلقہ افراد رابطہ کریں دفتر میں درخواست جمع کروائیں یہ اعلان عوام الناس کی اطلاع کے لیے شائع کیا جاتا ہے متعلقہ افراد رابطہ کریں دفتر میں درخواست جمع کروائیں یہ اعلان عوام الناس کی اطلاع کے لیے شائع کیا جاتا ہے متعلقہ افراد رابطہ کریں دفتر میں درخواست جمع کروائیں یہ اعلان عوام الناس کی اطلاع کے لیے شائع کیا جاتا ہے متعلقہ افراد رابطہ کریں دفتر میں درخواست جمع کروائیں: [318, 303, 467, 558]
- banner-tag: ج: [611, 325, 626, 339]
- notice-number: 56: [477, 1309, 500, 1323]
- notice-number: 54: [477, 1113, 500, 1127]
- notice-headline: شہر میں صفائی مہم کا آغاز: [949, 612, 1093, 622]
- notice-headline: کسانوں کے مسائل: [636, 896, 785, 906]
- notice-body: یہ اعلان عوام الناس کی اطلاع کے لیے شائع کیا جاتا ہے متعلقہ افراد رابطہ کریں دفتر میں درخواست جمع کروائیں یہ اعلان عوام الناس کی اطلاع کے لیے شائع کیا جاتا ہے متعلقہ افراد رابطہ کریں دفتر میں درخواست جمع کروائیں: [3, 336, 153, 378]
- notice-headline: بلدیاتی انتخابات کی تیاری: [318, 40, 467, 50]
- notice-headline: بجلی کی لوڈشیڈنگ کا نوٹس: [949, 955, 1093, 965]
- banner-label: صبح نو: [223, 1231, 255, 1242]
- notice-article: [3, 1344, 153, 1496]
- banner-label: صبح نو: [1163, 164, 1195, 175]
- issue-date: جمعۃ المبارک 22 اگست 2025ء: [437, 1, 621, 17]
- notice-number: 47: [477, 520, 500, 534]
- notice-article: [1102, 971, 1248, 1189]
- notice-headline: صحت کے شعبے میں اصلاحات: [1102, 1210, 1248, 1220]
- notice-headline: تعمیراتی منصوبوں کا معائنہ: [636, 40, 785, 50]
- star-icon: ☆: [344, 563, 353, 574]
- star-icon: ☆: [29, 114, 38, 125]
- notice-number: 68: [163, 423, 186, 437]
- banner-tag: ج: [924, 1264, 939, 1278]
- banner-tag: ج: [924, 1134, 939, 1148]
- notice-banner: [949, 1646, 1093, 1662]
- banner-tag: ج: [611, 1309, 626, 1323]
- star-icon: ☆: [600, 25, 609, 35]
- notice-number: 38: [637, 774, 660, 788]
- notice-headline: بینکوں کی کارکردگی: [636, 310, 785, 320]
- star-icon: ☆: [502, 326, 511, 337]
- banner-tag: ج: [924, 1689, 939, 1703]
- notice-banner: [949, 1385, 1093, 1401]
- notice-body: یہ اعلان عوام الناس کی اطلاع کے لیے شائع کیا جاتا ہے متعلقہ افراد رابطہ کریں دفتر میں درخواست جمع کروائیں یہ اعلان عوام الناس کی اطلاع کے لیے شائع کیا جاتا ہے متعلقہ افراد رابطہ کریں دفتر میں درخواست جمع کروائیں یہ اعلان عوام الناس کی اطلاع کے لیے شائع کیا جاتا ہے متعلقہ افراد رابطہ کریں دفتر میں درخواست جمع کروائیں یہ اعلان عوام الناس کی اطلاع کے لیے شائع کیا جاتا ہے متعلقہ افراد رابطہ کریں دفتر میں درخواست جمع کروائیں یہ اعلان عوام الناس کی اطلاع کے لیے شائع کیا جاتا ہے متعلقہ افراد رابطہ کریں دفتر میں درخواست جمع کروائیں یہ اعلان عوام الناس کی اطلاع کے لیے شائع کیا جاتا ہے متعلقہ افراد رابطہ کریں دفتر میں درخواست جمع کروائیں یہ اعلان عوام الناس کی اطلاع کے لیے شائع کیا جاتا ہے متعلقہ افراد رابطہ کریں دفتر میں درخواست جمع کروائیں: [162, 891, 309, 1023]
- notice-headline: اسکولوں میں صفائی کی صورتحال: [636, 1148, 785, 1158]
- star-icon: ☆: [126, 922, 135, 933]
- notice-number: 11: [950, 23, 973, 37]
- banner-label: صبح نو: [1009, 1477, 1041, 1488]
- banner-label: صبح نو: [380, 277, 412, 288]
- star-icon: ☆: [440, 1047, 449, 1058]
- star-icon: ☆: [600, 326, 609, 337]
- star-icon: ☆: [662, 775, 671, 786]
- notice-banner: [949, 463, 1093, 479]
- banner-label: صبح نو: [698, 367, 730, 378]
- star-icon: ☆: [975, 25, 984, 35]
- star-icon: ☆: [502, 1188, 511, 1199]
- notice-headline: بازاروں میں رش: [162, 1247, 309, 1257]
- banner-tag: ج: [451, 1404, 466, 1418]
- star-icon: ☆: [975, 939, 984, 950]
- star-icon: ☆: [1066, 939, 1075, 950]
- banner-tag: ج: [293, 733, 308, 747]
- notice-number: 67: [163, 333, 186, 347]
- notice-banner: [636, 878, 785, 894]
